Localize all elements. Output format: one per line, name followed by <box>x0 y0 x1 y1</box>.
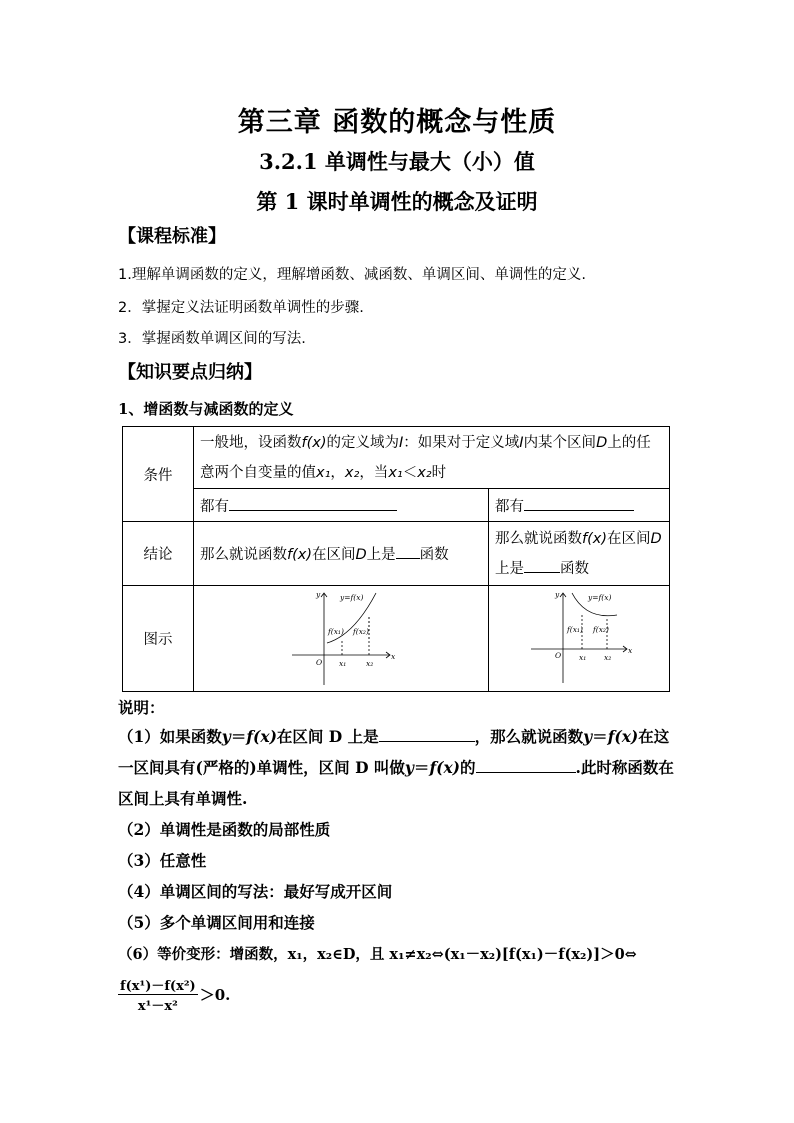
note-4: （4）单调区间的写法：最好写成开区间 <box>118 882 393 901</box>
note-6: （6）等价变形：增函数，x₁，x₂∈D，且 x₁≠x₂⇔(x₁－x₂)[f(x₁)－f(x₂)]＞0⇔ <box>118 946 637 963</box>
fx1-label: f(x₁) <box>567 624 583 634</box>
chapter-title: 第三章 函数的概念与性质 <box>237 107 557 138</box>
definition-table <box>122 426 670 692</box>
lesson-title: 第 1 课时单调性的概念及证明 <box>256 189 538 214</box>
subsection-1-title: 1、增函数与减函数的定义 <box>118 400 294 418</box>
condition-right-blank: 都有 <box>489 489 670 522</box>
conclusion-right: 那么就说函数f(x)在区间D上是 函数 <box>489 522 670 586</box>
note-3: （3）任意性 <box>118 851 207 870</box>
curve-label: y=f(x) <box>340 592 364 602</box>
conclusion-label: 结论 <box>123 522 194 586</box>
origin-label: O <box>555 650 562 660</box>
x1-label: x₁ <box>339 658 347 668</box>
notes-heading: 说明： <box>118 698 165 717</box>
note-1: （1）如果函数y＝f(x)在区间 D 上是 ，那么就说函数y＝f(x)在这一区间具有(严格的)单调性，区间 D 叫做y＝f(x)的 .此时称函数在区间上具有单调性. <box>118 727 674 808</box>
note-5: （5）多个单调区间用和连接 <box>118 913 315 932</box>
fx2-label: f(x₂) <box>593 624 609 634</box>
x2-label: x₂ <box>604 652 612 662</box>
increasing-graph-cell <box>194 586 489 692</box>
x-axis-label: x <box>391 651 396 661</box>
fx1-label: f(x₁) <box>328 626 344 636</box>
condition-label: 条件 <box>123 427 194 522</box>
figure-label: 图示 <box>123 586 194 692</box>
conclusion-left: 那么就说函数f(x)在区间D上是 函数 <box>194 522 489 586</box>
decreasing-function-graph <box>489 587 669 691</box>
standards-heading: 【课程标准】 <box>118 226 226 247</box>
decreasing-graph-cell <box>489 586 670 692</box>
x1-label: x₁ <box>579 652 587 662</box>
standard-item-1: 1.理解单调函数的定义，理解增函数、减函数、单调区间、单调性的定义. <box>118 267 586 283</box>
condition-text: 一般地，设函数f(x)的定义域为I：如果对于定义域I内某个区间D上的任意两个自变量的值x₁，x₂，当x₁＜x₂时 <box>194 427 670 489</box>
x2-label: x₂ <box>366 658 374 668</box>
standard-item-2: 2．掌握定义法证明函数单调性的步骤. <box>118 300 364 316</box>
note-2: （2）单调性是函数的局部性质 <box>118 820 331 839</box>
curve-label: y=f(x) <box>588 592 612 602</box>
section-title: 3.2.1 单调性与最大（小）值 <box>259 149 535 174</box>
fx2-label: f(x₂) <box>353 626 369 636</box>
fraction-denominator: x¹－x² <box>137 999 178 1014</box>
y-axis-label: y <box>316 589 321 599</box>
equivalence-fraction <box>118 975 230 1014</box>
fraction-numerator: f(x¹)－f(x²) <box>118 975 198 995</box>
fraction-tail: ＞0. <box>199 986 231 1004</box>
y-axis-label: y <box>555 589 560 599</box>
condition-left-blank: 都有 <box>194 489 489 522</box>
origin-label: O <box>316 657 323 667</box>
knowledge-heading: 【知识要点归纳】 <box>118 362 262 383</box>
x-axis-label: x <box>628 645 633 655</box>
increasing-function-graph <box>194 587 488 691</box>
standard-item-3: 3．掌握函数单调区间的写法. <box>118 331 306 347</box>
